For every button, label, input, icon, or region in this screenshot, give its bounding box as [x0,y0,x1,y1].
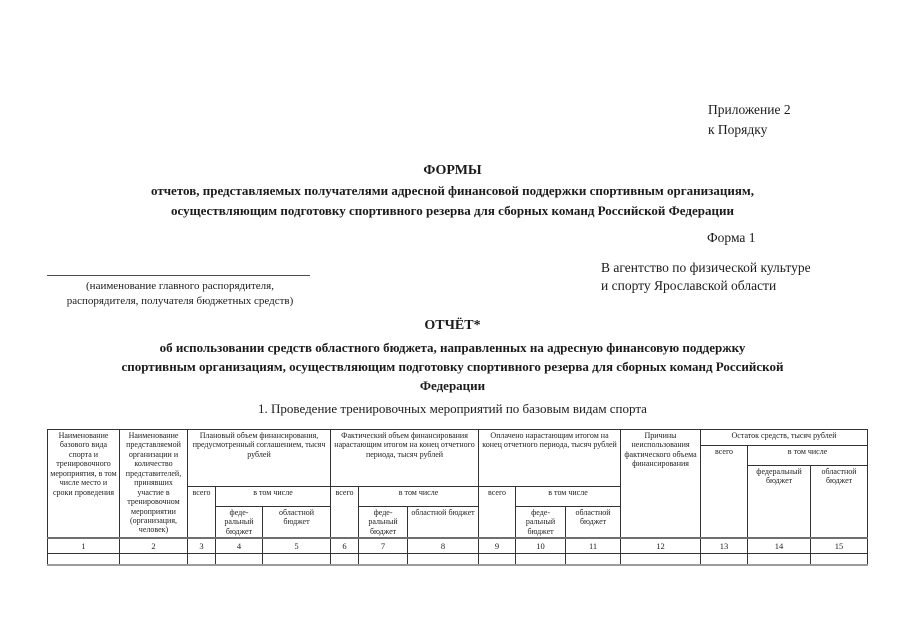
data-entry-cell [701,553,748,565]
column-number-cell: 2 [120,538,188,553]
actual-total-header-cell: всего [331,487,359,539]
data-entry-cell [479,553,516,565]
appendix-block [708,100,791,140]
planned-regional-budget-header-cell: областной бюджет [263,507,331,539]
forms-title: ФОРМЫ [423,163,482,178]
forms-subtitle-line-1: отчетов, представляемых получателями адресной финансовой поддержки спортивным организациям, [151,183,754,198]
column-number-cell: 8 [408,538,479,553]
data-entry-cell [263,553,331,565]
paid-regional-budget-header-cell: областной бюджет [566,507,621,539]
section-1-title: 1. Проведение тренировочных мероприятий по базовым видам спорта [258,401,647,416]
data-entry-cell [566,553,621,565]
report-table [47,429,868,566]
balance-regional-budget-header-cell: областной бюджет [811,466,868,539]
column-number-cell: 11 [566,538,621,553]
agency-line-1: В агентство по физической культуре [601,260,811,275]
column-number-cell: 10 [516,538,566,553]
balance-total-header-cell: всего [701,446,748,539]
group-header-paid: Оплачено нарастающим итогом на конец отчетного периода, тысяч рублей [479,430,621,487]
data-entry-cell [811,553,868,565]
data-entry-cell [216,553,263,565]
paid-including-header-cell: в том числе [516,487,621,507]
group-header-planned-financing: Плановый объем финансирования, предусмотренный соглашением, тысяч рублей [188,430,331,487]
data-entry-cell [516,553,566,565]
planned-total-header-cell: всего [188,487,216,539]
col-header-sport-event: Наименование базового вида спорта и тренировочного мероприятия, в том числе место и сроки проведения [48,430,120,539]
signature-line [47,262,310,276]
data-entry-cell [120,553,188,565]
column-number-cell: 6 [331,538,359,553]
col-header-organization: Наименование представляемой организации и количество представителей, принявших участие в тренировочном мероприятии (организация, человек) [120,430,188,539]
paid-total-header-cell: всего [479,487,516,539]
column-number-cell: 3 [188,538,216,553]
column-number-cell: 4 [216,538,263,553]
report-header [0,318,905,395]
group-header-actual-financing: Фактический объем финансирования нарастающим итогом на конец отчетного периода, тысяч рублей [331,430,479,487]
column-number-cell: 9 [479,538,516,553]
agency-line-2: и спорту Ярославской области [601,277,777,293]
data-entry-cell [621,553,701,565]
column-number-cell: 7 [359,538,408,553]
data-entry-cell [359,553,408,565]
data-entry-cell [48,553,120,565]
report-title: ОТЧЁТ* [424,318,481,333]
appendix-line-1: Приложение 2 [708,102,791,117]
data-entry-cell [188,553,216,565]
planned-federal-budget-header-cell: феде- ральный бюджет [216,507,263,539]
data-entry-cell [748,553,811,565]
balance-federal-budget-header-cell: федеральный бюджет [748,466,811,539]
form-number-label: Форма 1 [707,230,756,245]
balance-including-header-cell: в том числе [748,446,868,466]
column-number-cell: 15 [811,538,868,553]
appendix-line-2: к Порядку [708,122,768,137]
report-subtitle-line-1: об использовании средств областного бюджета, направленных на адресную финансовую поддержку [159,340,746,355]
recipient-caption-line-1: (наименование главного распорядителя, [86,280,274,292]
actual-federal-budget-header-cell: феде- ральный бюджет [359,507,408,539]
actual-regional-budget-header-cell: областной бюджет [408,507,479,539]
group-header-balance: Остаток средств, тысяч рублей [701,430,868,446]
forms-subtitle-line-2: осуществляющим подготовку спортивного резерва для сборных команд Российской Федерации [171,203,734,218]
actual-including-header-cell: в том числе [359,487,479,507]
col-header-reasons: Причины неиспользования фактического объема финансирования [621,430,701,539]
recipient-signature-block [40,262,320,309]
column-number-cell: 13 [701,538,748,553]
paid-federal-budget-header-cell: феде- ральный бюджет [516,507,566,539]
planned-including-header-cell: в том числе [216,487,331,507]
column-number-cell: 1 [48,538,120,553]
column-number-cell: 5 [263,538,331,553]
report-subtitle-line-3: Федерации [419,378,486,393]
data-entry-cell [408,553,479,565]
column-number-cell: 14 [748,538,811,553]
data-entry-cell [331,553,359,565]
column-number-cell: 12 [621,538,701,553]
forms-header [0,163,905,221]
agency-address-block [601,259,811,294]
report-subtitle-line-2: спортивным организациям, осуществляющим подготовку спортивного резерва для сборных команд Российской [121,359,784,374]
recipient-caption-line-2: распорядителя, получателя бюджетных средств) [66,295,294,307]
